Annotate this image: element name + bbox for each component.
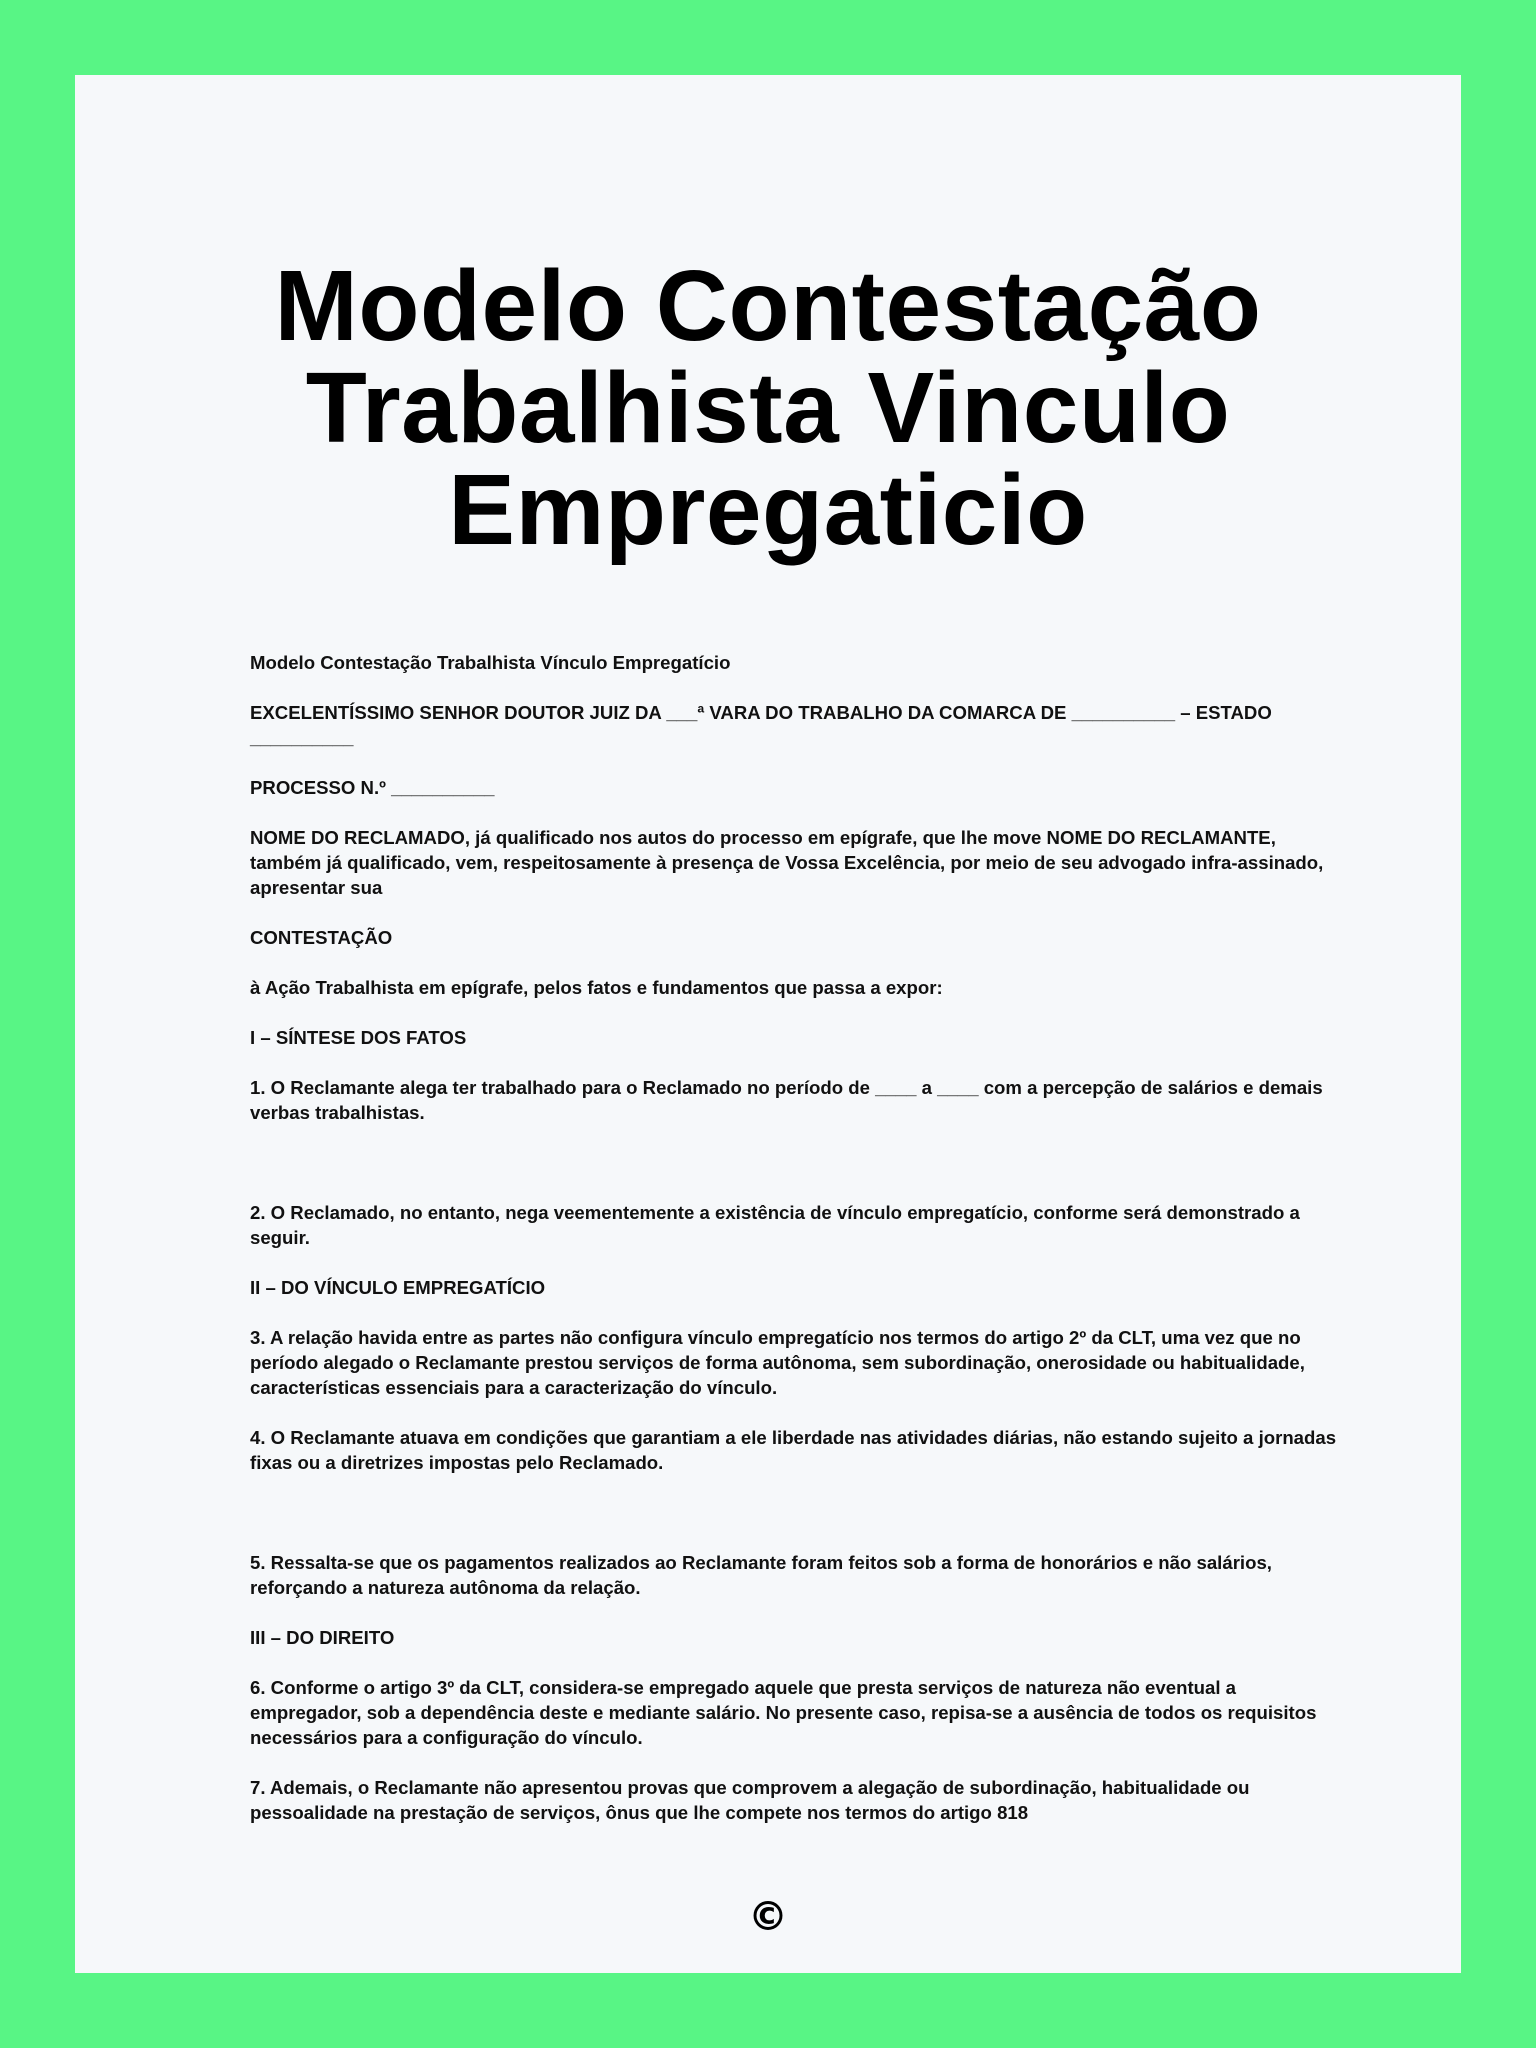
court-address: EXCELENTÍSSIMO SENHOR DOUTOR JUIZ DA ___ª VARA DO TRABALHO DA COMARCA DE __________ – ESTADO __________ <box>250 702 1277 748</box>
copyright-icon: © <box>748 1894 788 1940</box>
section-heading-ii: II – DO VÍNCULO EMPREGATÍCIO <box>250 1277 546 1298</box>
intro-paragraph: NOME DO RECLAMADO, já qualificado nos autos do processo em epígrafe, que lhe move NOME DO RECLAMANTE, também já qualificado, vem, respeitosamente à presença de Vossa Excelência, por meio de seu advogado infra-assinado, apresentar sua <box>250 827 1329 898</box>
paragraph-1: 1. O Reclamante alega ter trabalhado para o Reclamado no período de ____ a ____ com a percepção de salários e demais verbas trabalhistas. <box>250 1077 1328 1123</box>
section-heading-iii: III – DO DIREITO <box>250 1627 395 1648</box>
paragraph-4: 4. O Reclamante atuava em condições que garantiam a ele liberdade nas atividades diárias, não estando sujeito a jornadas fixas ou a diretrizes impostas pelo Reclamado. <box>250 1427 1342 1473</box>
process-number: PROCESSO N.º __________ <box>250 777 495 798</box>
paragraph-acao: à Ação Trabalhista em epígrafe, pelos fatos e fundamentos que passa a expor: <box>250 977 943 998</box>
document-page <box>75 75 1461 1973</box>
title-line-2: Trabalhista Vinculo <box>305 352 1231 464</box>
document-body <box>250 650 1350 1825</box>
doc-heading: Modelo Contestação Trabalhista Vínculo Empregatício <box>250 652 731 673</box>
paragraph-7: 7. Ademais, o Reclamante não apresentou provas que comprovem a alegação de subordinação, habitualidade ou pessoalidade na prestação de serviços, ônus que lhe compete nos termos do artigo 818 <box>250 1777 1255 1823</box>
section-contestacao: CONTESTAÇÃO <box>250 927 393 948</box>
title-line-1: Modelo Contestação <box>274 250 1262 362</box>
page-title <box>75 250 1461 566</box>
paragraph-5: 5. Ressalta-se que os pagamentos realizados ao Reclamante foram feitos sob a forma de honorários e não salários, reforçando a natureza autônoma da relação. <box>250 1552 1278 1598</box>
paragraph-3: 3. A relação havida entre as partes não configura vínculo empregatício nos termos do artigo 2º da CLT, uma vez que no período alegado o Reclamante prestou serviços de forma autônoma, sem subordinação, onerosidade ou habitualidade, características essenciais para a caracterização do vínculo. <box>250 1327 1311 1398</box>
paragraph-6: 6. Conforme o artigo 3º da CLT, considera-se empregado aquele que presta serviços de natureza não eventual a empregador, sob a dependência deste e mediante salário. No presente caso, repisa-se a ausência de todos os requisitos necessários para a configuração do vínculo. <box>250 1677 1322 1748</box>
paragraph-2: 2. O Reclamado, no entanto, nega veementemente a existência de vínculo empregatício, conforme será demonstrado a seguir. <box>250 1202 1306 1248</box>
title-line-3: Empregaticio <box>448 454 1088 566</box>
section-heading-i: I – SÍNTESE DOS FATOS <box>250 1027 467 1048</box>
